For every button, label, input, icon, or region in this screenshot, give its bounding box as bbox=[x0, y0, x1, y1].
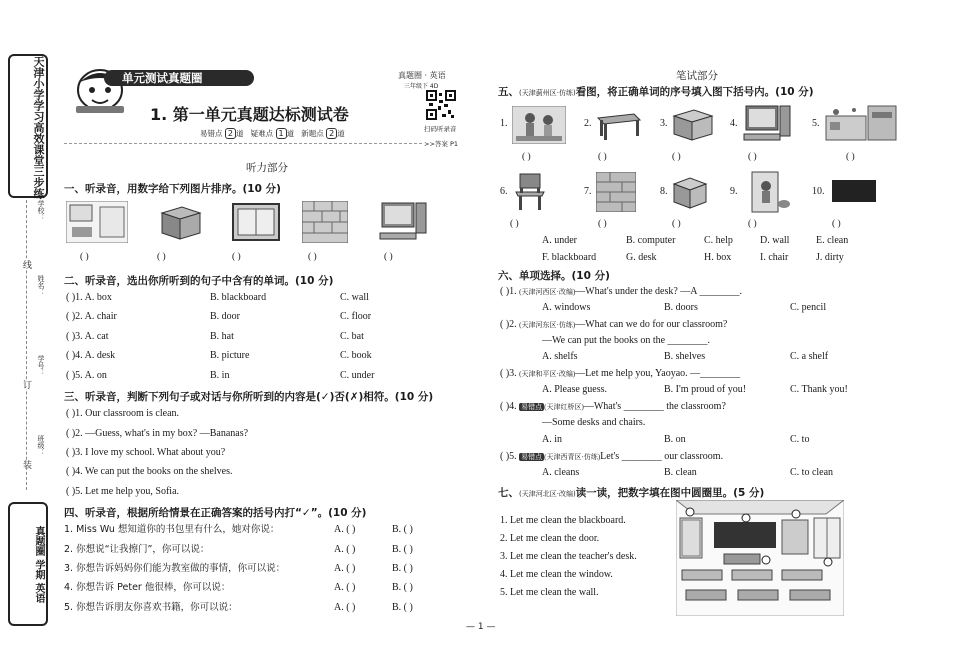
brand-label: 真题圈 · 英语 bbox=[398, 71, 446, 80]
s2-option-c: C. book bbox=[340, 350, 372, 361]
s4-row: 5. 你想告诉朋友你喜欢书籍，你可以说： bbox=[64, 602, 238, 613]
picture-number: 10. bbox=[812, 186, 825, 197]
picture-number: 1. bbox=[500, 118, 508, 129]
picture-box-3 bbox=[670, 174, 710, 210]
word-option: C. help bbox=[704, 235, 733, 246]
s2-option-b: B. door bbox=[210, 311, 240, 322]
s2-row: ( )2. A. chair bbox=[66, 311, 117, 322]
s4-option-b[interactable]: B. ( ) bbox=[392, 524, 413, 535]
picture-number: 9. bbox=[730, 186, 738, 197]
word-option: H. box bbox=[704, 252, 732, 263]
mc-question-2: ( )2. (天津河东区·仿练)—What can we do for our classroom? bbox=[500, 319, 728, 330]
picture-box bbox=[158, 203, 204, 241]
s4-option-b[interactable]: B. ( ) bbox=[392, 582, 413, 593]
answer-ref[interactable]: >>答案 P1 bbox=[424, 140, 459, 148]
section-7-heading: 七、(天津河北区·改编)读一读，把数字填在图中圆圈里。(5 分) bbox=[498, 487, 765, 499]
mc-question-5: ( )5. 易错点 (天津西青区·仿练)Let's ________ our classroom. bbox=[500, 451, 724, 462]
mc-option: B. shelves bbox=[664, 351, 706, 362]
picture-wall-2 bbox=[596, 172, 636, 212]
mc-option: A. in bbox=[542, 434, 562, 445]
answer-blank[interactable]: ( ) bbox=[846, 152, 855, 162]
answer-blank[interactable]: ( ) bbox=[510, 219, 519, 229]
line-char: 装 bbox=[21, 460, 31, 469]
classroom-illustration bbox=[676, 500, 844, 616]
section-2-heading: 二、听录音，选出你所听到的句子中含有的单词。(10 分) bbox=[64, 275, 334, 287]
picture-number: 6. bbox=[500, 186, 508, 197]
mc-question-4-line2: —Some desks and chairs. bbox=[542, 417, 646, 428]
word-option: B. computer bbox=[626, 235, 676, 246]
header-rule bbox=[64, 143, 422, 144]
banner-title: 单元测试真题圈 bbox=[104, 70, 254, 86]
answer-blank[interactable]: ( ) bbox=[522, 152, 531, 162]
picture-chair bbox=[512, 172, 548, 212]
mc-option: A. shelfs bbox=[542, 351, 578, 362]
mc-option: C. a shelf bbox=[790, 351, 829, 362]
s2-option-b: B. picture bbox=[210, 350, 250, 361]
picture-computer bbox=[378, 201, 428, 243]
picture-box-2 bbox=[670, 106, 716, 142]
s2-option-b: B. hat bbox=[210, 331, 234, 342]
word-option: I. chair bbox=[760, 252, 789, 263]
picture-desk bbox=[594, 110, 642, 140]
picture-number: 7. bbox=[584, 186, 592, 197]
binding-line bbox=[26, 200, 27, 490]
picture-help bbox=[512, 106, 566, 144]
answer-blank[interactable]: ( ) bbox=[157, 252, 166, 262]
answer-blank[interactable]: ( ) bbox=[232, 252, 241, 262]
s2-option-c: C. under bbox=[340, 370, 375, 381]
mc-option: A. windows bbox=[542, 302, 591, 313]
picture-number: 3. bbox=[660, 118, 668, 129]
answer-blank[interactable]: ( ) bbox=[748, 152, 757, 162]
seq-label: 学号： bbox=[37, 355, 45, 376]
word-option: J. dirty bbox=[816, 252, 844, 263]
picture-wall bbox=[302, 201, 348, 243]
answer-blank[interactable]: ( ) bbox=[598, 152, 607, 162]
answer-blank[interactable]: ( ) bbox=[832, 219, 841, 229]
mc-question-4: ( )4. 易错点 (天津红桥区)—What's ________ the classroom? bbox=[500, 401, 726, 412]
picture-computer-2 bbox=[742, 104, 792, 144]
listening-heading: 听力部分 bbox=[246, 162, 288, 174]
picture-blackboard bbox=[832, 180, 876, 202]
section-3-heading: 三、听录音，判断下列句子或对话与你所听到的内容是(✓)否(✗)相符。(10 分) bbox=[64, 391, 434, 403]
s4-option-b[interactable]: B. ( ) bbox=[392, 563, 413, 574]
picture-number: 4. bbox=[730, 118, 738, 129]
s2-row: ( )5. A. on bbox=[66, 370, 107, 381]
s4-option-a[interactable]: A. ( ) bbox=[334, 563, 356, 574]
s3-row: ( )3. I love my school. What about you? bbox=[66, 447, 226, 458]
s3-row: ( )1. Our classroom is clean. bbox=[66, 408, 180, 419]
section-1-heading: 一、听录音，用数字给下列图片排序。(10 分) bbox=[64, 183, 281, 195]
mc-option: C. Thank you! bbox=[790, 384, 848, 395]
answer-blank[interactable]: ( ) bbox=[384, 252, 393, 262]
s4-option-a[interactable]: A. ( ) bbox=[334, 582, 356, 593]
word-option: A. under bbox=[542, 235, 577, 246]
s4-row: 3. 你想告诉妈妈你们能为教室做的事情，你可以说： bbox=[64, 563, 286, 574]
line-char: 订 bbox=[21, 380, 31, 389]
section-4-heading: 四、听录音，根据所给情景在正确答案的括号内打“✓”。(10 分) bbox=[64, 507, 367, 519]
s4-row: 2. 你想说“让我擦门”，你可以说： bbox=[64, 544, 210, 555]
page-number: — 1 — bbox=[466, 622, 496, 632]
mc-question-3: ( )3. (天津和平区·改编)—Let me help you, Yaoyao. —________ bbox=[500, 368, 741, 379]
picture-number: 8. bbox=[660, 186, 668, 197]
s2-row: ( )3. A. cat bbox=[66, 331, 109, 342]
s2-option-b: B. in bbox=[210, 370, 230, 381]
answer-blank[interactable]: ( ) bbox=[672, 219, 681, 229]
answer-blank[interactable]: ( ) bbox=[672, 152, 681, 162]
s4-row: 1. Miss Wu 想知道你的书包里有什么，她对你说： bbox=[64, 524, 280, 535]
word-option: D. wall bbox=[760, 235, 790, 246]
picture-dirty bbox=[824, 102, 900, 144]
mc-option: C. to clean bbox=[790, 467, 834, 478]
section-5-heading: 五、(天津蓟州区·仿练)看图，将正确单词的序号填入图下括号内。(10 分) bbox=[498, 86, 814, 98]
s4-option-a[interactable]: A. ( ) bbox=[334, 602, 356, 613]
s3-row: ( )2. —Guess, what's in my box? —Bananas? bbox=[66, 428, 249, 439]
brand-vertical: 真题圈 学期 英语 bbox=[8, 502, 48, 626]
difficulty-stats: 易错点 2 道 疑难点 1 道 新题点 2 道 bbox=[200, 129, 345, 138]
picture-classroom bbox=[66, 201, 128, 243]
s2-option-c: C. floor bbox=[340, 311, 372, 322]
mc-option: A. cleans bbox=[542, 467, 580, 478]
mc-question-2-line2: —We can put the books on the ________. bbox=[542, 335, 711, 346]
mc-option: A. Please guess. bbox=[542, 384, 607, 395]
s7-row: 5. Let me clean the wall. bbox=[500, 587, 599, 598]
mc-option: C. to bbox=[790, 434, 810, 445]
word-option: G. desk bbox=[626, 252, 657, 263]
answer-blank[interactable]: ( ) bbox=[748, 219, 757, 229]
section-6-heading: 六、单项选择。(10 分) bbox=[498, 270, 610, 282]
written-heading: 笔试部分 bbox=[676, 70, 718, 82]
s2-row: ( )4. A. desk bbox=[66, 350, 116, 361]
picture-window bbox=[232, 203, 280, 241]
s2-option-c: C. wall bbox=[340, 292, 369, 303]
mc-option: B. I'm proud of you! bbox=[664, 384, 747, 395]
s4-option-b[interactable]: B. ( ) bbox=[392, 544, 413, 555]
line-char: 线 bbox=[21, 260, 31, 269]
picture-number: 2. bbox=[584, 118, 592, 129]
s2-option-c: C. bat bbox=[340, 331, 364, 342]
s2-option-b: B. blackboard bbox=[210, 292, 267, 303]
s4-row: 4. 你想告诉 Peter 他很棒，你可以说： bbox=[64, 582, 231, 593]
word-option: E. clean bbox=[816, 235, 849, 246]
s3-row: ( )4. We can put the books on the shelves. bbox=[66, 466, 233, 477]
s7-row: 4. Let me clean the window. bbox=[500, 569, 613, 580]
mc-option: B. doors bbox=[664, 302, 698, 313]
qr-code-icon[interactable] bbox=[426, 90, 456, 120]
s7-row: 3. Let me clean the teacher's desk. bbox=[500, 551, 637, 562]
class-label: 班级： bbox=[37, 435, 45, 456]
s4-option-a[interactable]: A. ( ) bbox=[334, 544, 356, 555]
mc-option: B. on bbox=[664, 434, 686, 445]
word-option: F. blackboard bbox=[542, 252, 597, 263]
qr-label: 扫码听录音 bbox=[424, 125, 457, 133]
mc-option: C. pencil bbox=[790, 302, 827, 313]
s7-row: 1. Let me clean the blackboard. bbox=[500, 515, 626, 526]
name-label: 姓名： bbox=[37, 275, 45, 296]
picture-under bbox=[748, 170, 792, 214]
s4-option-b[interactable]: B. ( ) bbox=[392, 602, 413, 613]
series-vertical-title: 天津小学学习高效课堂三步练 bbox=[8, 54, 48, 198]
picture-number: 5. bbox=[812, 118, 820, 129]
s4-option-a[interactable]: A. ( ) bbox=[334, 524, 356, 535]
answer-blank[interactable]: ( ) bbox=[308, 252, 317, 262]
answer-blank[interactable]: ( ) bbox=[80, 252, 89, 262]
school-label: 学校： bbox=[37, 200, 45, 221]
mc-question-1: ( )1. (天津河西区·改编)—What's under the desk? —A ________. bbox=[500, 286, 742, 297]
answer-blank[interactable]: ( ) bbox=[598, 219, 607, 229]
s3-row: ( )5. Let me help you, Sofia. bbox=[66, 486, 180, 497]
grade-label: 三年级下 4D bbox=[404, 83, 439, 90]
binding-sidebar bbox=[0, 50, 52, 640]
s7-row: 2. Let me clean the door. bbox=[500, 533, 600, 544]
s2-row: ( )1. A. box bbox=[66, 292, 112, 303]
mc-option: B. clean bbox=[664, 467, 697, 478]
page-title: 1. 第一单元真题达标测试卷 bbox=[150, 105, 349, 124]
